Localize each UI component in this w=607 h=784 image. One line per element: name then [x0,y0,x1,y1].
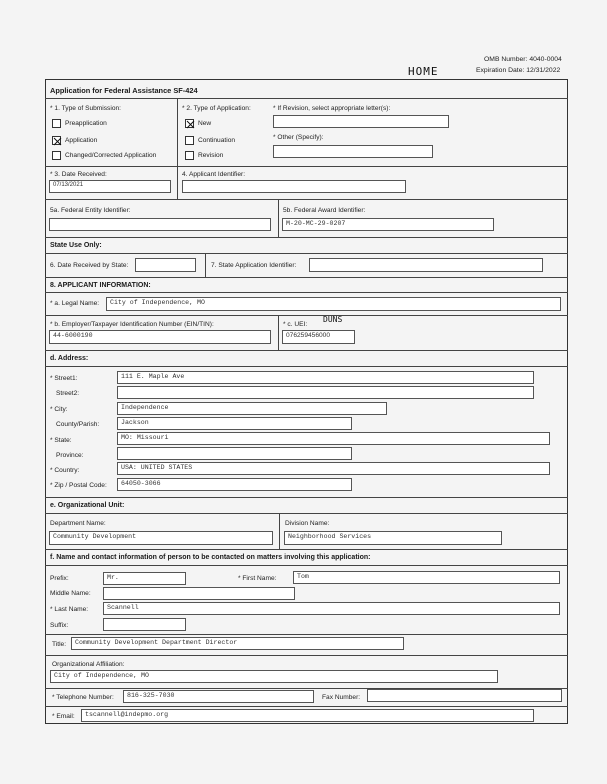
new-label: New [198,120,212,127]
email-input[interactable]: tscannell@indepmo.org [81,709,534,722]
applicant-identifier-label: 4. Applicant Identifier: [182,171,246,178]
date-state-input[interactable] [135,258,196,272]
division-input[interactable]: Neighborhood Services [284,531,502,545]
federal-award-label: 5b. Federal Award Identifier: [283,207,366,214]
contact-heading: f. Name and contact information of person to be contacted on matters involving this application: [50,554,371,561]
province-label: Province: [56,452,84,459]
fax-input[interactable] [367,689,562,702]
legal-name-input[interactable]: City of Independence, MO [106,297,561,311]
expiration-date: Expiration Date: 12/31/2022 [476,67,561,74]
legal-name-label: * a. Legal Name: [50,300,100,307]
applicant-info-heading: 8. APPLICANT INFORMATION: [50,282,151,289]
middle-name-input[interactable] [103,587,295,600]
changed-corrected-checkbox[interactable] [52,151,61,160]
state-label: * State: [50,437,72,444]
changed-corrected-label: Changed/Corrected Application [65,152,157,159]
ein-label: * b. Employer/Taxpayer Identification Number (EIN/TIN): [50,321,214,328]
department-input[interactable]: Community Development [49,531,273,545]
org-unit-heading: e. Organizational Unit: [50,502,125,509]
street1-label: * Street1: [50,375,78,382]
omb-number: OMB Number: 4040-0004 [484,56,562,63]
uei-input[interactable]: 076259456000 [282,330,355,344]
prefix-label: Prefix: [50,575,69,582]
country-label: * Country: [50,467,80,474]
federal-award-input[interactable]: M-20-MC-29-0207 [282,218,494,231]
state-app-input[interactable] [309,258,543,272]
middle-name-label: Middle Name: [50,590,91,597]
federal-entity-input[interactable] [49,218,271,231]
email-label: * Email: [52,713,75,720]
fax-label: Fax Number: [322,694,361,701]
state-input[interactable]: MO: Missouri [117,432,550,445]
phone-input[interactable]: 816-325-7030 [123,690,314,703]
zip-input[interactable]: 64050-3066 [117,478,352,491]
preapplication-label: Preapplication [65,120,107,127]
phone-label: * Telephone Number: [52,694,114,701]
division-label: Division Name: [285,520,330,527]
street2-input[interactable] [117,386,534,399]
continuation-checkbox[interactable] [185,136,194,145]
city-input[interactable]: Independence [117,402,387,415]
zip-label: * Zip / Postal Code: [50,482,107,489]
other-specify-input[interactable] [273,145,433,158]
revision-checkbox[interactable] [185,151,194,160]
affiliation-label: Organizational Affiliation: [52,661,125,668]
suffix-label: Suffix: [50,622,69,629]
last-name-input[interactable]: Scannell [103,602,560,615]
check-x-icon [186,120,195,129]
state-use-heading: State Use Only: [50,242,102,249]
date-state-label: 6. Date Received by State: [50,262,129,269]
ein-input[interactable]: 44-6000190 [49,330,271,344]
uei-label: * c. UEI: [283,321,308,328]
last-name-label: * Last Name: [50,606,89,613]
new-checkbox[interactable] [185,119,194,128]
revision-label: Revision [198,152,224,159]
handwritten-duns-note: DUNS [323,315,343,324]
title-input[interactable]: Community Development Department Director [71,637,404,650]
continuation-label: Continuation [198,137,236,144]
handwritten-home-note: HOME [408,65,439,78]
title-label: Title: [52,641,67,648]
street1-input[interactable]: 111 E. Maple Ave [117,371,534,384]
revision-letter-label: * If Revision, select appropriate letter(s): [273,105,391,112]
form-title: Application for Federal Assistance SF-424 [50,86,198,95]
date-received-input[interactable]: 07/13/2021 [49,180,171,193]
other-specify-label: * Other (Specify): [273,134,324,141]
revision-letter-input[interactable] [273,115,449,128]
federal-entity-label: 5a. Federal Entity Identifier: [50,207,131,214]
first-name-label: * First Name: [238,575,277,582]
preapplication-checkbox[interactable] [52,119,61,128]
application-checkbox[interactable] [52,136,61,145]
affiliation-input[interactable]: City of Independence, MO [50,670,498,683]
application-label: Application [65,137,98,144]
first-name-input[interactable]: Tom [293,571,560,584]
submission-type-label: * 1. Type of Submission: [50,105,121,112]
check-x-icon [53,137,62,146]
department-label: Department Name: [50,520,106,527]
street2-label: Street2: [56,390,80,397]
prefix-input[interactable]: Mr. [103,572,186,585]
county-input[interactable]: Jackson [117,417,352,430]
country-input[interactable]: USA: UNITED STATES [117,462,550,475]
applicant-identifier-input[interactable] [182,180,406,193]
address-heading: d. Address: [50,355,89,362]
province-input[interactable] [117,447,352,460]
county-label: County/Parish: [56,421,100,428]
suffix-input[interactable] [103,618,186,631]
state-app-label: 7. State Application Identifier: [211,262,297,269]
application-type-label: * 2. Type of Application: [182,105,251,112]
date-received-label: * 3. Date Received: [50,171,107,178]
city-label: * City: [50,406,68,413]
